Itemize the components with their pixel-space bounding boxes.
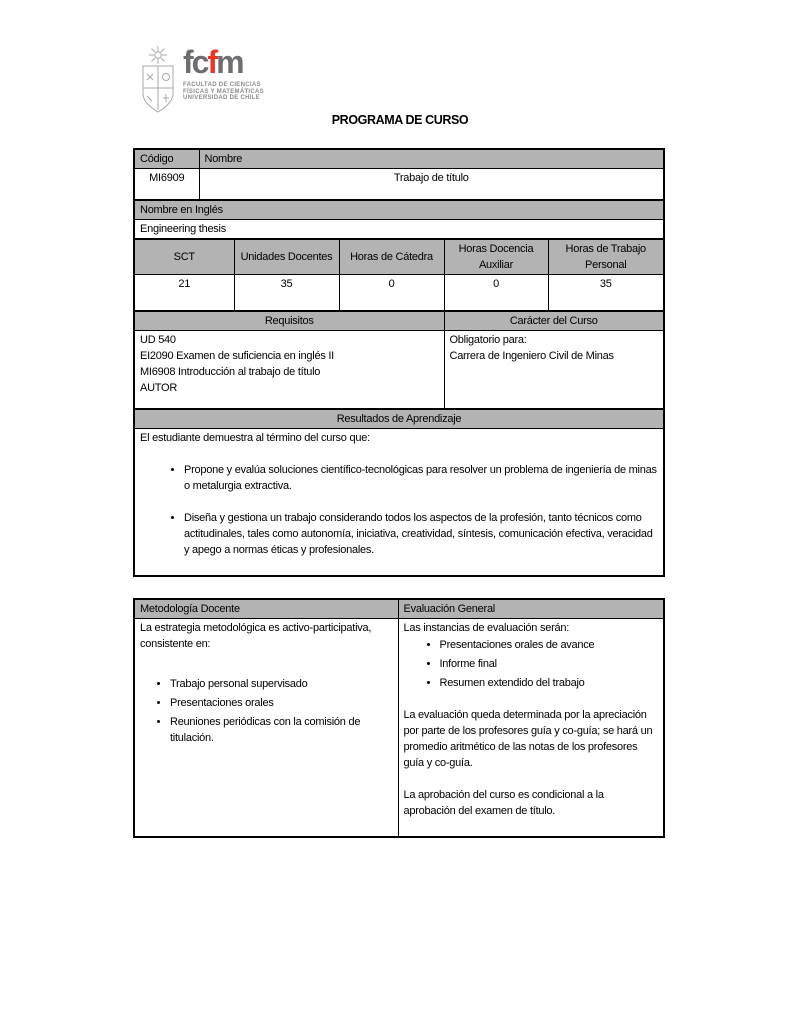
nombre-value-cell: Trabajo de título [199,169,664,200]
caracter-line: Carrera de Ingeniero Civil de Minas [449,350,614,362]
faculty-line: FÍSICAS Y MATEMÁTICAS [183,88,264,95]
metodologia-bullet: • Reuniones periódicas con la comisión de titulación. [170,714,393,746]
evaluacion-paragraph-2: La aprobación del curso es condicional a la aprobación del examen de título. [403,789,604,817]
codigo-value-cell: MI6909 [134,169,199,200]
faculty-line: UNIVERSIDAD DE CHILE [183,95,261,101]
horas-catedra-header-cell: Horas de Cátedra [339,239,444,275]
caracter-line: Obligatorio para: [449,334,527,346]
resultados-bullet: • Propone y evalúa soluciones científico-tecnológicas para resolver un problema de ingeniería de minas o metalurgia extractiva. [184,462,658,494]
requisito-line: EI2090 Examen de suficiencia en inglés II [140,350,334,362]
shield-body [143,66,173,112]
course-info-block [133,148,665,577]
evaluacion-content-cell [398,619,664,837]
evaluacion-bullet-list [404,637,659,691]
horas-catedra-value-cell: 0 [339,274,444,311]
metodologia-bullet: • Trabajo personal supervisado [170,676,393,692]
course-id-table [133,148,665,201]
resultados-bullet: • Diseña y gestiona un trabajo considerando todos los aspectos de la profesión, tanto técnicos como actitudinales, tales como autonomía, iniciativa, creatividad, síntesis, comunicación efectiva, veracidad y apego a normas éticas y profesionales. [184,510,658,558]
horas-trabajo-personal-header-cell: Horas de Trabajo Personal [548,239,664,275]
evaluacion-bullet: • Presentaciones orales de avance [440,637,659,653]
evaluacion-header-cell: Evaluación General [398,599,664,619]
logo-text [183,45,264,102]
metodologia-content-cell [134,619,398,837]
resultados-bullet-list [140,462,658,558]
codigo-header-cell: Código [134,149,199,169]
horas-docencia-auxiliar-value-cell: 0 [444,274,548,311]
caracter-header-cell: Carácter del Curso [444,311,664,331]
fcfm-logo [139,45,264,115]
university-shield-icon [139,45,177,115]
metodologia-bullet-list [140,676,393,746]
resultados-intro: El estudiante demuestra al término del curso que: [140,431,370,444]
evaluacion-paragraph-1: La evaluación queda determinada por la apreciación por parte de los profesores guía y co-guía; se hará un promedio aritmético de las notas de los profesores guía y co-guía. [403,709,653,769]
caracter-value-cell [444,331,664,409]
requisito-line: UD 540 [140,334,176,346]
faculty-line: FACULTAD DE CIENCIAS [183,82,261,88]
page-title: PROGRAMA DE CURSO [331,113,469,127]
sct-value-cell: 21 [134,274,234,311]
requisitos-list-cell [134,331,444,409]
faculty-name [183,82,264,102]
sct-header-cell: SCT [134,239,234,275]
methodology-evaluation-table [133,598,665,838]
evaluacion-bullet: • Informe final [440,656,659,672]
english-name-value-cell: Engineering thesis [134,219,664,239]
requisito-line: MI6908 Introducción al trabajo de título [140,366,321,378]
requisitos-header-cell: Requisitos [134,311,444,331]
evaluacion-bullet: • Resumen extendido del trabajo [440,675,659,691]
fcfm-wordmark [183,45,264,79]
unidades-docentes-header-cell: Unidades Docentes [234,239,339,275]
horas-docencia-auxiliar-header-cell: Horas Docencia Auxiliar [444,239,548,275]
metodologia-intro: La estrategia metodológica es activo-participativa, consistente en: [140,622,372,650]
methodology-evaluation-block [133,598,665,838]
english-name-header-cell: Nombre en Inglés [134,200,664,220]
resultados-header-cell: Resultados de Aprendizaje [134,409,664,429]
requisitos-table [133,310,665,410]
metodologia-header-cell: Metodología Docente [134,599,398,619]
sunburst-star [149,46,167,64]
unidades-docentes-value-cell: 35 [234,274,339,311]
credits-table [133,238,665,313]
metodologia-bullet: • Presentaciones orales [170,695,393,711]
requisito-line: AUTOR [140,382,178,394]
resultados-table [133,408,665,578]
horas-trabajo-personal-value-cell: 35 [548,274,664,311]
english-name-table [133,199,665,240]
fcfm-letter-red: f [207,44,217,80]
resultados-content-cell [134,428,664,576]
evaluacion-intro: Las instancias de evaluación serán: [403,622,570,634]
fcfm-letters-gray1: fc [183,44,208,80]
fcfm-letters-gray2: m [216,44,243,80]
nombre-header-cell: Nombre [199,149,664,169]
